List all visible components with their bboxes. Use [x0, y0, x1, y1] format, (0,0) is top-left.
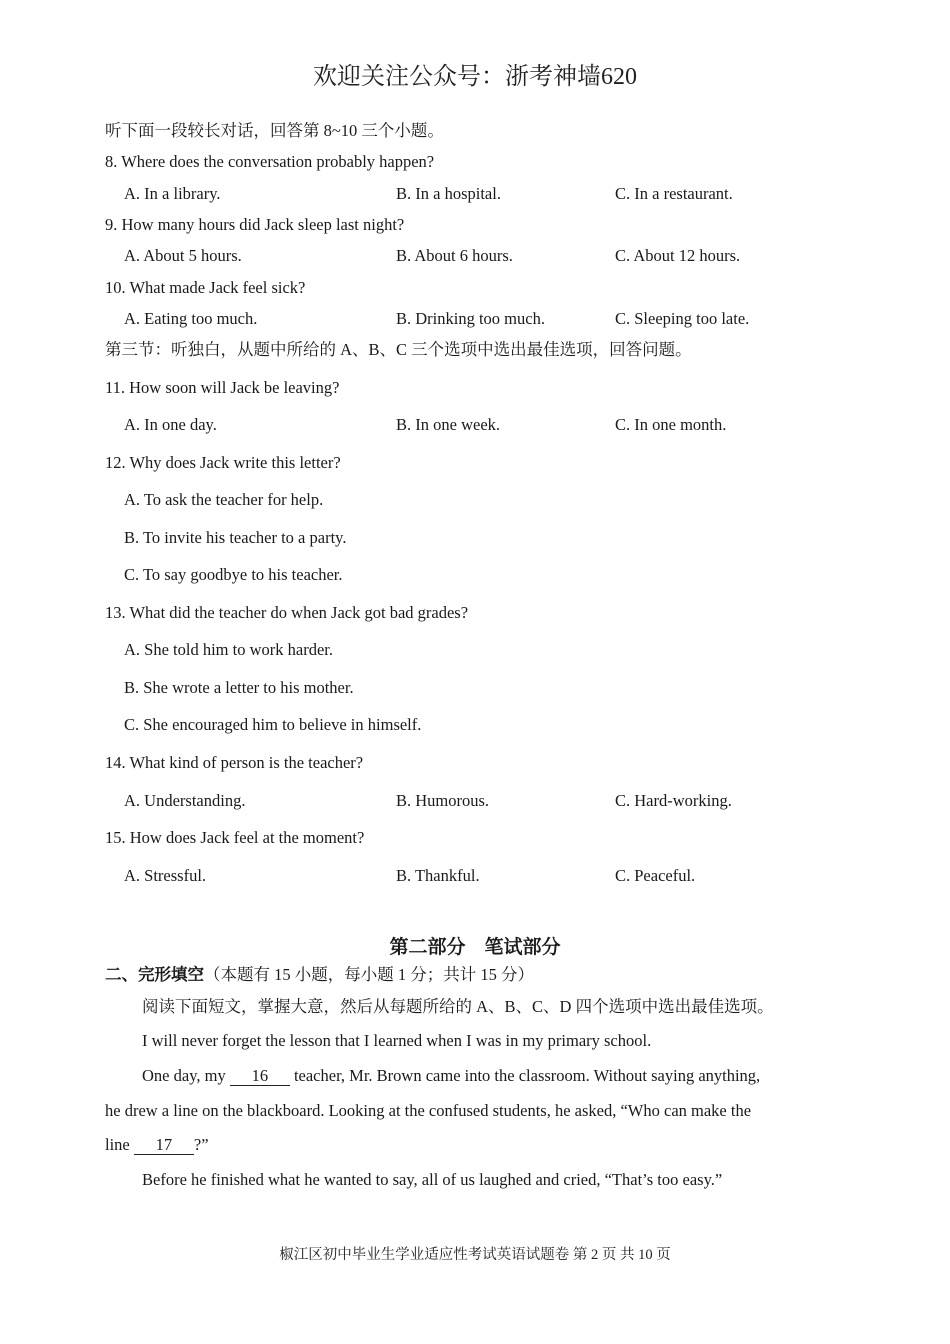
cloze-text: teacher, Mr. Brown came into the classroom. Without saying anything, — [289, 1066, 761, 1085]
q15-option-c: C. Peaceful. — [615, 866, 696, 885]
q10-option-a: A. Eating too much. — [124, 309, 258, 328]
cloze-text: ?” — [193, 1135, 209, 1154]
q14-option-b: B. Humorous. — [396, 791, 490, 810]
q12-option-b: B. To invite his teacher to a party. — [124, 528, 347, 547]
q8-option-b: B. In a hospital. — [396, 184, 501, 203]
part-2-title: 第二部分 笔试部分 — [389, 937, 561, 958]
q12-option-a: A. To ask the teacher for help. — [124, 490, 324, 509]
question-15: 15. How does Jack feel at the moment? — [105, 828, 365, 847]
q8-option-c: C. In a restaurant. — [615, 184, 733, 203]
question-14: 14. What kind of person is the teacher? — [105, 753, 364, 772]
blank-16: 16 — [230, 1067, 290, 1086]
question-12: 12. Why does Jack write this letter? — [105, 453, 341, 472]
cloze-instruction: 阅读下面短文，掌握大意，然后从每题所给的 A、B、C、D 四个选项中选出最佳选项。 — [142, 997, 774, 1016]
question-9: 9. How many hours did Jack sleep last night? — [105, 215, 405, 234]
blank-17: 17 — [134, 1136, 194, 1155]
q14-option-c: C. Hard-working. — [615, 791, 732, 810]
q13-option-a: A. She told him to work harder. — [124, 640, 333, 659]
q8-option-a: A. In a library. — [124, 184, 221, 203]
q11-option-c: C. In one month. — [615, 415, 727, 434]
question-8: 8. Where does the conversation probably happen? — [105, 152, 435, 171]
cloze-paragraph-2-line-2: he drew a line on the blackboard. Looking at the confused students, he asked, “Who can make the — [105, 1101, 752, 1120]
cloze-heading-line — [105, 965, 534, 985]
q11-option-b: B. In one week. — [396, 415, 501, 434]
cloze-paragraph-3: Before he finished what he wanted to say, all of us laughed and cried, “That’s too easy.” — [142, 1170, 723, 1189]
q12-option-c: C. To say goodbye to his teacher. — [124, 565, 343, 584]
cloze-text: One day, my — [142, 1066, 230, 1085]
cloze-paragraph-1: I will never forget the lesson that I learned when I was in my primary school. — [142, 1031, 652, 1050]
q13-option-c: C. She encouraged him to believe in himself. — [124, 715, 422, 734]
q15-option-b: B. Thankful. — [396, 866, 480, 885]
cloze-heading: 二、完形填空 — [105, 965, 204, 984]
q10-option-c: C. Sleeping too late. — [615, 309, 750, 328]
page-footer: 椒江区初中毕业生学业适应性考试英语试题卷 第 2 页 共 10 页 — [279, 1247, 671, 1263]
cloze-heading-note: （本题有 15 小题，每小题 1 分；共计 15 分） — [204, 965, 534, 984]
page-header-watermark: 欢迎关注公众号：浙考神墙620 — [313, 64, 637, 90]
listening-instruction: 听下面一段较长对话，回答第 8~10 三个小题。 — [105, 121, 444, 140]
question-13: 13. What did the teacher do when Jack got bad grades? — [105, 603, 469, 622]
q10-option-b: B. Drinking too much. — [396, 309, 545, 328]
q9-option-c: C. About 12 hours. — [615, 246, 741, 265]
question-10: 10. What made Jack feel sick? — [105, 278, 306, 297]
section-3-instruction: 第三节：听独白，从题中所给的 A、B、C 三个选项中选出最佳选项，回答问题。 — [105, 340, 692, 359]
cloze-text: line — [105, 1135, 134, 1154]
q13-option-b: B. She wrote a letter to his mother. — [124, 678, 354, 697]
question-11: 11. How soon will Jack be leaving? — [105, 378, 340, 397]
q9-option-a: A. About 5 hours. — [124, 246, 242, 265]
cloze-paragraph-2-line-3 — [105, 1135, 209, 1155]
q15-option-a: A. Stressful. — [124, 866, 207, 885]
cloze-paragraph-2-line-1 — [142, 1066, 835, 1086]
q11-option-a: A. In one day. — [124, 415, 217, 434]
q9-option-b: B. About 6 hours. — [396, 246, 513, 265]
q14-option-a: A. Understanding. — [124, 791, 246, 810]
